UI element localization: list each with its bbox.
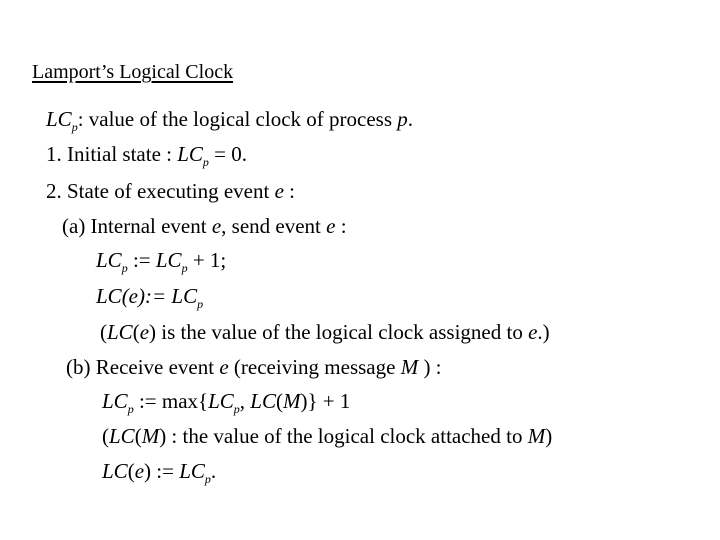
definition-end: . (407, 107, 413, 131)
max-paren: ( (275, 389, 283, 413)
lc-symbol: LC (109, 424, 135, 448)
receive-assign-end: . (210, 459, 217, 483)
increment-line (96, 247, 226, 281)
max-suffix: )} + 1 (300, 389, 351, 413)
receive-event-line (66, 354, 442, 380)
internal-event-mid: , send event (221, 214, 321, 238)
event-symbol: e (134, 459, 145, 483)
message-paren: ( (134, 424, 142, 448)
subscript-p: p (181, 261, 188, 275)
event-symbol: e (139, 320, 150, 344)
receive-event-suffix: ) : (423, 355, 442, 379)
initial-state-line (46, 141, 247, 175)
definition-text: : value of the logical clock of process (77, 107, 392, 131)
event-symbol: e (211, 214, 222, 238)
receive-assign-line (102, 458, 216, 492)
receive-event-mid: (receiving message (233, 355, 396, 379)
lc-symbol: LC (102, 389, 128, 413)
slide-title: Lamport’s Logical Clock (32, 61, 234, 83)
message-clock-line (102, 423, 552, 449)
internal-event-suffix: : (340, 214, 347, 238)
lc-symbol: LC (155, 248, 182, 272)
lc-symbol: LC (171, 284, 198, 308)
executing-state-line (46, 178, 295, 204)
assign-event-mid: (e):= (121, 284, 167, 308)
subscript-p: p (202, 155, 209, 169)
process-symbol: p (397, 107, 408, 131)
increment-suffix: + 1; (192, 248, 227, 272)
executing-state-suffix: : (289, 179, 296, 203)
message-open: ( (102, 424, 109, 448)
lc-symbol: LC (96, 284, 122, 308)
subscript-p: p (127, 402, 134, 416)
definition-line (46, 106, 413, 140)
lc-symbol: LC (179, 459, 205, 483)
receive-assign-mid: ) := (144, 459, 174, 483)
event-symbol: e (326, 214, 336, 238)
subscript-p: p (197, 297, 204, 311)
explanation-text: ) is the value of the logical clock assigned to (149, 320, 523, 344)
event-symbol: e (274, 179, 284, 203)
lc-symbol: LC (96, 248, 122, 272)
explanation-paren: ( (132, 320, 140, 344)
explanation-open: ( (100, 320, 107, 344)
executing-state-prefix: 2. State of executing event (46, 179, 270, 203)
initial-state-prefix: 1. Initial state : (46, 142, 172, 166)
event-symbol: e (528, 320, 538, 344)
subscript-p: p (233, 402, 240, 416)
message-close: ) (545, 424, 553, 448)
receive-update-line (102, 388, 350, 422)
explanation-end: .) (537, 320, 550, 344)
lc-symbol: LC (250, 389, 276, 413)
message-symbol: M (400, 355, 419, 379)
message-symbol: M (527, 424, 546, 448)
lc-symbol: LC (177, 142, 203, 166)
internal-event-line (62, 213, 347, 239)
lc-symbol: LC (46, 107, 72, 131)
assign-event-line (96, 283, 203, 317)
subscript-p: p (71, 120, 78, 134)
initial-state-suffix: = 0. (214, 142, 248, 166)
subscript-p: p (121, 261, 128, 275)
internal-event-prefix: (a) Internal event (62, 214, 207, 238)
message-text: ) : the value of the logical clock attached to (159, 424, 523, 448)
receive-paren: ( (127, 459, 135, 483)
lc-symbol: LC (107, 320, 133, 344)
message-symbol: M (141, 424, 160, 448)
lc-symbol: LC (102, 459, 128, 483)
max-comma: , (239, 389, 246, 413)
assign-operator: := (132, 248, 151, 272)
assigned-explanation-line (100, 319, 550, 345)
max-operator: := max{ (138, 389, 209, 413)
receive-event-prefix: (b) Receive event (66, 355, 215, 379)
event-symbol: e (219, 355, 229, 379)
subscript-p: p (204, 472, 211, 486)
message-symbol: M (282, 389, 301, 413)
lc-symbol: LC (208, 389, 234, 413)
